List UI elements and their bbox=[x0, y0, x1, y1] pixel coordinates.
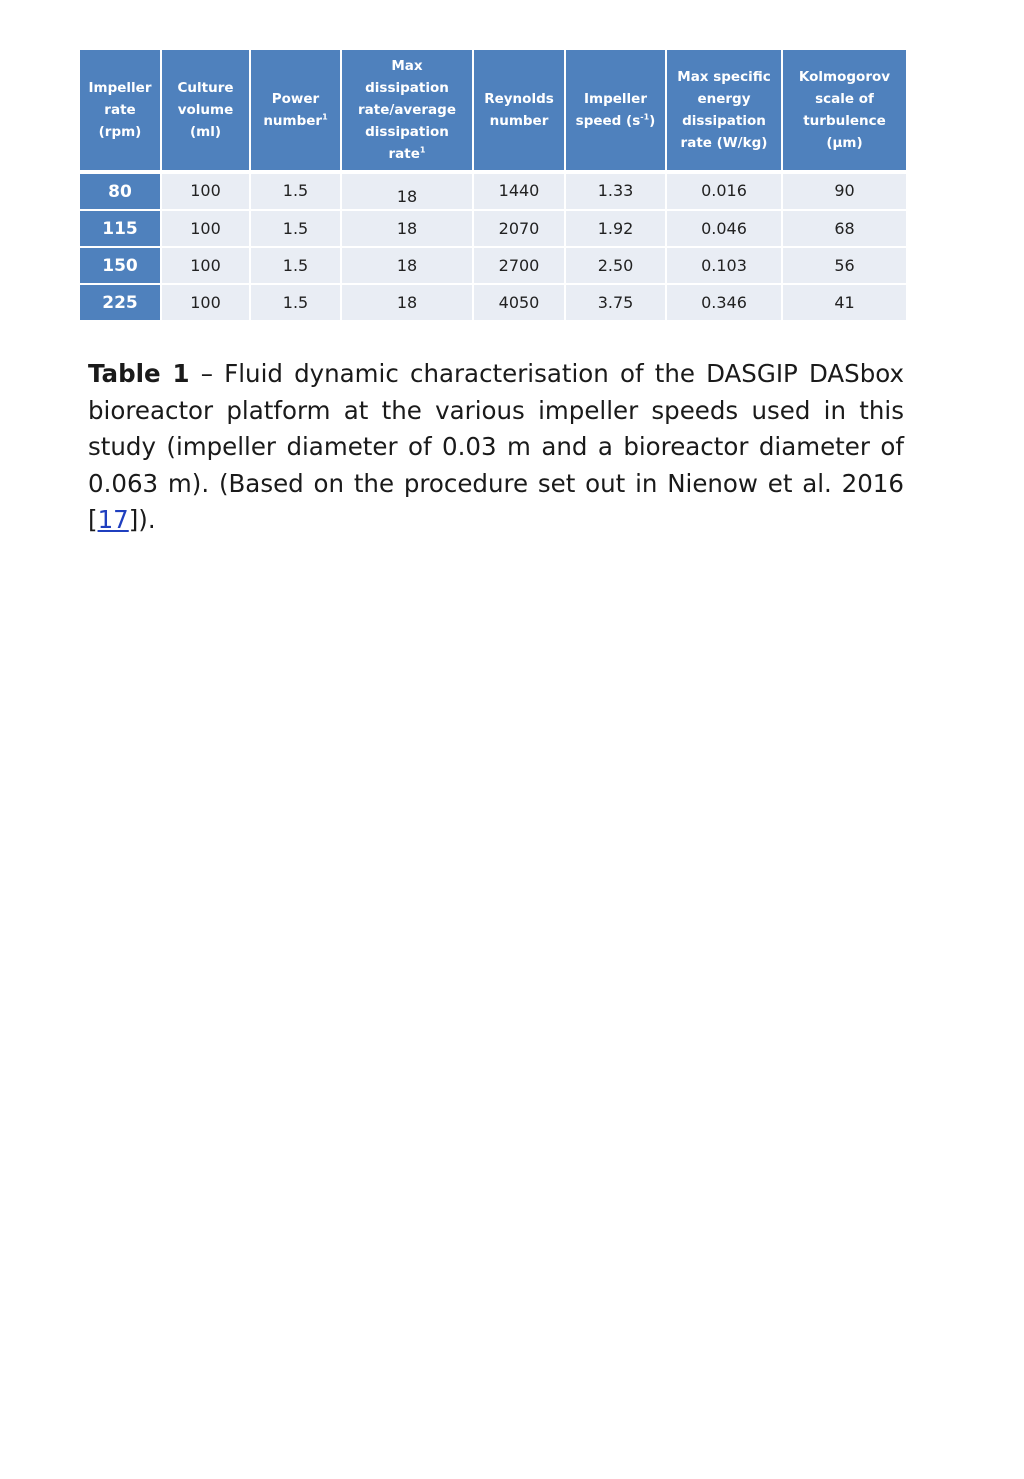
table-cell: 100 bbox=[162, 174, 249, 211]
table-cell: 100 bbox=[162, 211, 249, 248]
header-max-specific-energy-dissipation: Max specific energy dissipation rate (W/kg) bbox=[667, 50, 781, 174]
table-cell: 18 bbox=[342, 248, 472, 285]
table-cell: 0.103 bbox=[667, 248, 781, 285]
table-cell: 18 bbox=[342, 285, 472, 322]
header-impeller-rate: Impeller rate (rpm) bbox=[80, 50, 160, 174]
caption-end: ]). bbox=[128, 505, 156, 534]
reference-link[interactable]: 17 bbox=[97, 505, 129, 534]
table-cell: 1.5 bbox=[251, 211, 340, 248]
table-cell: 1.5 bbox=[251, 285, 340, 322]
table-row bbox=[80, 174, 906, 211]
table-cell: 100 bbox=[162, 248, 249, 285]
table-caption bbox=[88, 356, 904, 539]
table-cell: 100 bbox=[162, 285, 249, 322]
row-header-cell: 115 bbox=[80, 211, 160, 248]
table-cell: 18 bbox=[342, 174, 472, 211]
row-header-cell: 225 bbox=[80, 285, 160, 322]
caption-label: Table 1 bbox=[88, 359, 190, 388]
table-cell: 2.50 bbox=[566, 248, 665, 285]
table-row bbox=[80, 248, 906, 285]
fluid-dynamics-table bbox=[78, 50, 908, 322]
data-table-container bbox=[80, 50, 904, 322]
header-power-number: Power number$^1$ bbox=[251, 50, 340, 174]
header-impeller-speed: Impeller speed $(s^{-1})$ bbox=[566, 50, 665, 174]
header-max-dissipation-ratio: Max dissipation rate/average dissipation rate$^1$ bbox=[342, 50, 472, 174]
table-cell: 41 bbox=[783, 285, 906, 322]
header-reynolds-number: Reynolds number bbox=[474, 50, 564, 174]
table-cell: 2700 bbox=[474, 248, 564, 285]
table-cell: 1.92 bbox=[566, 211, 665, 248]
caption-text: – Fluid dynamic characterisation of the DASGIP DASbox bioreactor platform at the various impeller speeds used in this study (impeller diameter of 0.03 m and a bioreactor diameter of 0.063 m). (Based on the procedure set out in Nienow et al. 2016 [ bbox=[88, 359, 905, 534]
table-cell: 1.5 bbox=[251, 248, 340, 285]
table-cell: 0.346 bbox=[667, 285, 781, 322]
header-kolmogorov-scale: Kolmogorov scale of turbulence (µm) bbox=[783, 50, 906, 174]
table-cell: 1.33 bbox=[566, 174, 665, 211]
table-cell: 0.046 bbox=[667, 211, 781, 248]
table-row bbox=[80, 285, 906, 322]
header-row bbox=[80, 50, 906, 174]
table-cell: 4050 bbox=[474, 285, 564, 322]
row-header-cell: 80 bbox=[80, 174, 160, 211]
table-row bbox=[80, 211, 906, 248]
table-cell: 18 bbox=[342, 211, 472, 248]
table-cell: 3.75 bbox=[566, 285, 665, 322]
table-cell: 68 bbox=[783, 211, 906, 248]
table-cell: 56 bbox=[783, 248, 906, 285]
table-cell: 1440 bbox=[474, 174, 564, 211]
header-culture-volume: Culture volume (ml) bbox=[162, 50, 249, 174]
table-cell: 0.016 bbox=[667, 174, 781, 211]
table-cell: 2070 bbox=[474, 211, 564, 248]
row-header-cell: 150 bbox=[80, 248, 160, 285]
table-cell: 90 bbox=[783, 174, 906, 211]
table-cell: 1.5 bbox=[251, 174, 340, 211]
